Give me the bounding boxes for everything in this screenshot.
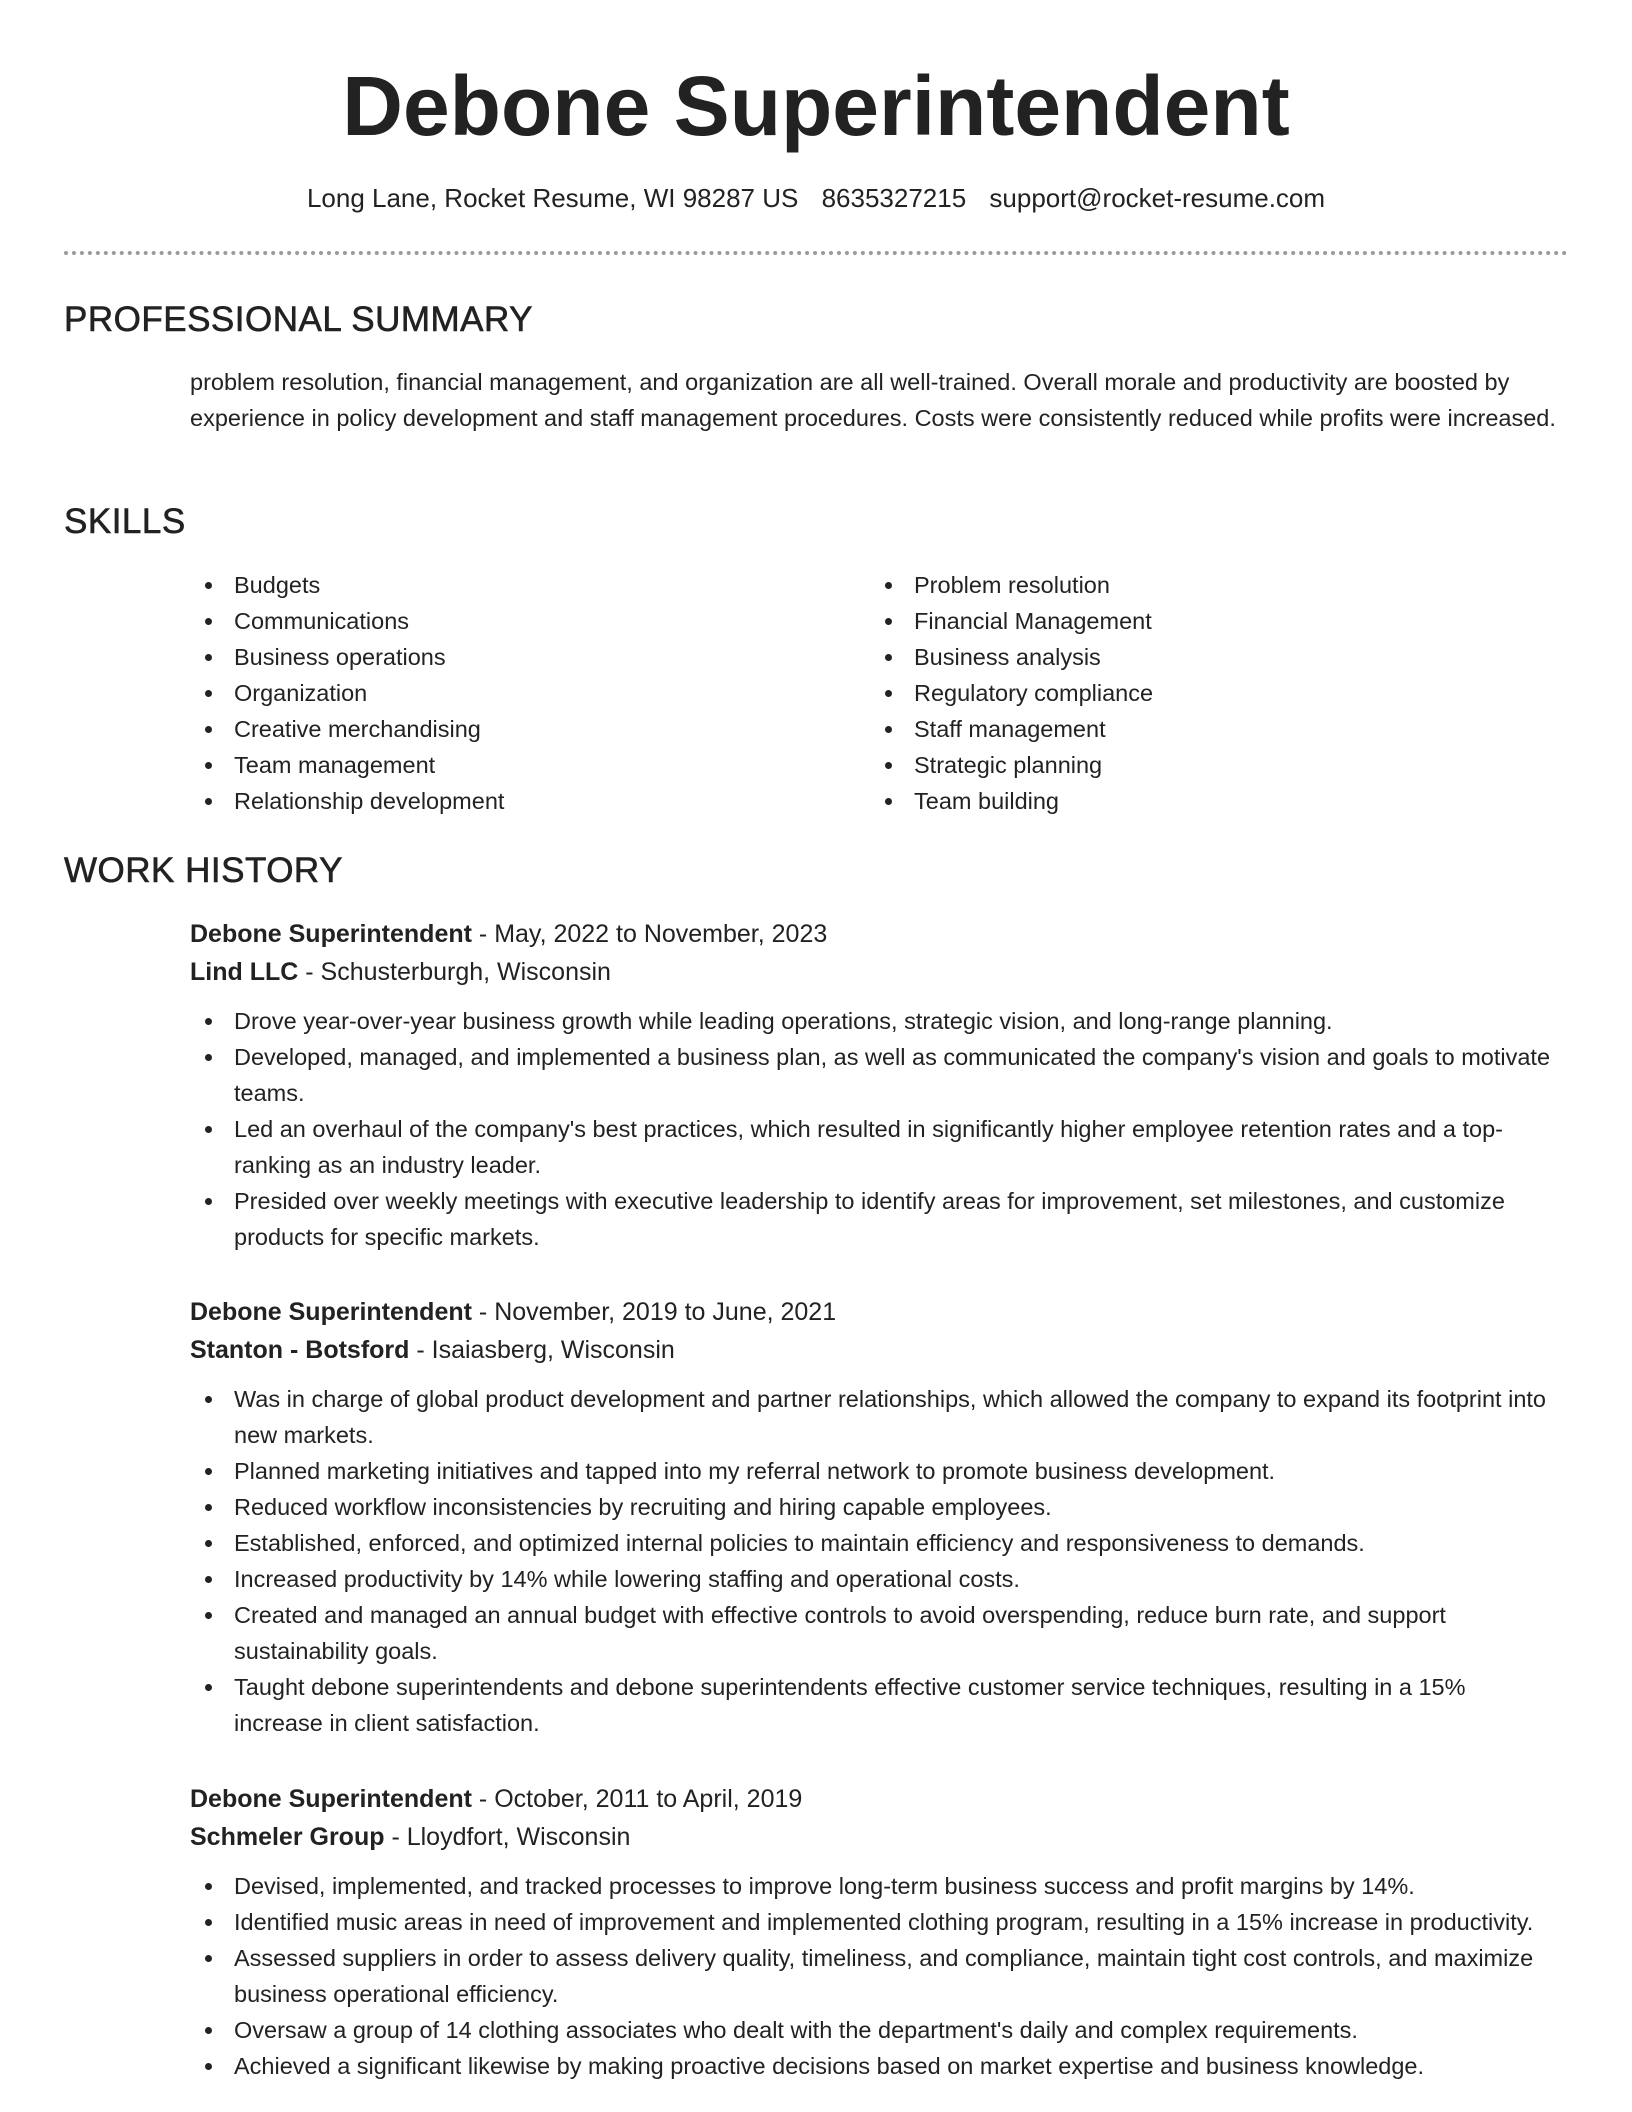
skill-item: Strategic planning bbox=[870, 747, 1530, 783]
job-bullet: Presided over weekly meetings with executive leadership to identify areas for improvement, set milestones, and customize products for specific markets. bbox=[190, 1183, 1550, 1255]
contact-email: support@rocket-resume.com bbox=[989, 183, 1326, 213]
section-title-summary: PROFESSIONAL SUMMARY bbox=[64, 300, 533, 339]
contact-line bbox=[0, 178, 1632, 218]
skill-item: Financial Management bbox=[870, 603, 1530, 639]
skills-column-left bbox=[190, 567, 850, 819]
job-title-line bbox=[190, 915, 1570, 953]
skill-item: Creative merchandising bbox=[190, 711, 850, 747]
skill-item: Budgets bbox=[190, 567, 850, 603]
job-bullet: Assessed suppliers in order to assess delivery quality, timeliness, and compliance, maintain tight cost controls, and maximize business operational efficiency. bbox=[190, 1940, 1550, 2012]
skills-column-right bbox=[870, 567, 1530, 819]
job-bullet: Developed, managed, and implemented a business plan, as well as communicated the company's vision and goals to motivate teams. bbox=[190, 1039, 1550, 1111]
job-bullet: Reduced workflow inconsistencies by recruiting and hiring capable employees. bbox=[190, 1489, 1550, 1525]
job-title-line bbox=[190, 1293, 1570, 1331]
job-bullet: Achieved a significant likewise by making proactive decisions based on market expertise and business knowledge. bbox=[190, 2048, 1550, 2084]
skill-item: Business analysis bbox=[870, 639, 1530, 675]
skill-item: Staff management bbox=[870, 711, 1530, 747]
section-title-work-history: WORK HISTORY bbox=[64, 851, 343, 890]
job-location: - Schusterburgh, Wisconsin bbox=[305, 958, 611, 986]
skill-item: Communications bbox=[190, 603, 850, 639]
skill-item: Business operations bbox=[190, 639, 850, 675]
job-bullet: Led an overhaul of the company's best practices, which resulted in significantly higher employee retention rates and a top-ranking as an industry leader. bbox=[190, 1111, 1550, 1183]
job-company-line bbox=[190, 953, 1570, 991]
job-company: Schmeler Group bbox=[190, 1823, 385, 1851]
job-location: - Lloydfort, Wisconsin bbox=[391, 1823, 631, 1851]
candidate-name: Debone Superintendent bbox=[342, 59, 1290, 153]
section-title-skills: SKILLS bbox=[64, 502, 186, 541]
job-bullet: Drove year-over-year business growth while leading operations, strategic vision, and long-range planning. bbox=[190, 1003, 1550, 1039]
job-entry bbox=[190, 1780, 1570, 2084]
job-dates: - October, 2011 to April, 2019 bbox=[478, 1785, 803, 1813]
job-bullet: Taught debone superintendents and debone superintendents effective customer service techniques, resulting in a 15% increase in client satisfaction. bbox=[190, 1669, 1550, 1741]
job-role: Debone Superintendent bbox=[190, 1298, 472, 1326]
job-bullet: Was in charge of global product development and partner relationships, which allowed the company to expand its footprint into new markets. bbox=[190, 1381, 1550, 1453]
job-entry bbox=[190, 1293, 1570, 1741]
skill-item: Relationship development bbox=[190, 783, 850, 819]
job-title-line bbox=[190, 1780, 1570, 1818]
job-bullet: Created and managed an annual budget with effective controls to avoid overspending, reduce burn rate, and support sustainability goals. bbox=[190, 1597, 1550, 1669]
job-role: Debone Superintendent bbox=[190, 1785, 472, 1813]
skill-item: Team management bbox=[190, 747, 850, 783]
job-dates: - November, 2019 to June, 2021 bbox=[478, 1298, 837, 1326]
skill-item: Regulatory compliance bbox=[870, 675, 1530, 711]
job-bullet: Devised, implemented, and tracked processes to improve long-term business success and profit margins by 14%. bbox=[190, 1868, 1550, 1904]
job-company-line bbox=[190, 1818, 1570, 1856]
contact-phone: 8635327215 bbox=[821, 183, 967, 213]
job-role: Debone Superintendent bbox=[190, 920, 472, 948]
job-bullets bbox=[190, 1381, 1550, 1741]
job-location: - Isaiasberg, Wisconsin bbox=[416, 1336, 675, 1364]
job-bullet: Increased productivity by 14% while lowering staffing and operational costs. bbox=[190, 1561, 1550, 1597]
job-entry bbox=[190, 915, 1570, 1255]
summary-text: problem resolution, financial management, and organization are all well-trained. Overall morale and productivity are boosted by experience in policy development and staff management procedures. Costs were consistently reduced while profits were increased. bbox=[190, 369, 1556, 431]
skill-item: Organization bbox=[190, 675, 850, 711]
job-company: Lind LLC bbox=[190, 958, 299, 986]
skill-item: Problem resolution bbox=[870, 567, 1530, 603]
contact-address: Long Lane, Rocket Resume, WI 98287 US bbox=[306, 183, 799, 213]
job-bullet: Established, enforced, and optimized internal policies to maintain efficiency and responsiveness to demands. bbox=[190, 1525, 1550, 1561]
job-company-line bbox=[190, 1331, 1570, 1369]
job-bullet: Identified music areas in need of improvement and implemented clothing program, resulting in a 15% increase in productivity. bbox=[190, 1904, 1550, 1940]
header-divider bbox=[64, 251, 1568, 255]
job-dates: - May, 2022 to November, 2023 bbox=[478, 920, 828, 948]
job-bullets bbox=[190, 1003, 1550, 1255]
job-bullet: Planned marketing initiatives and tapped into my referral network to promote business development. bbox=[190, 1453, 1550, 1489]
job-bullets bbox=[190, 1868, 1550, 2084]
job-bullet: Oversaw a group of 14 clothing associates who dealt with the department's daily and complex requirements. bbox=[190, 2012, 1550, 2048]
job-company: Stanton - Botsford bbox=[190, 1336, 410, 1364]
skill-item: Team building bbox=[870, 783, 1530, 819]
